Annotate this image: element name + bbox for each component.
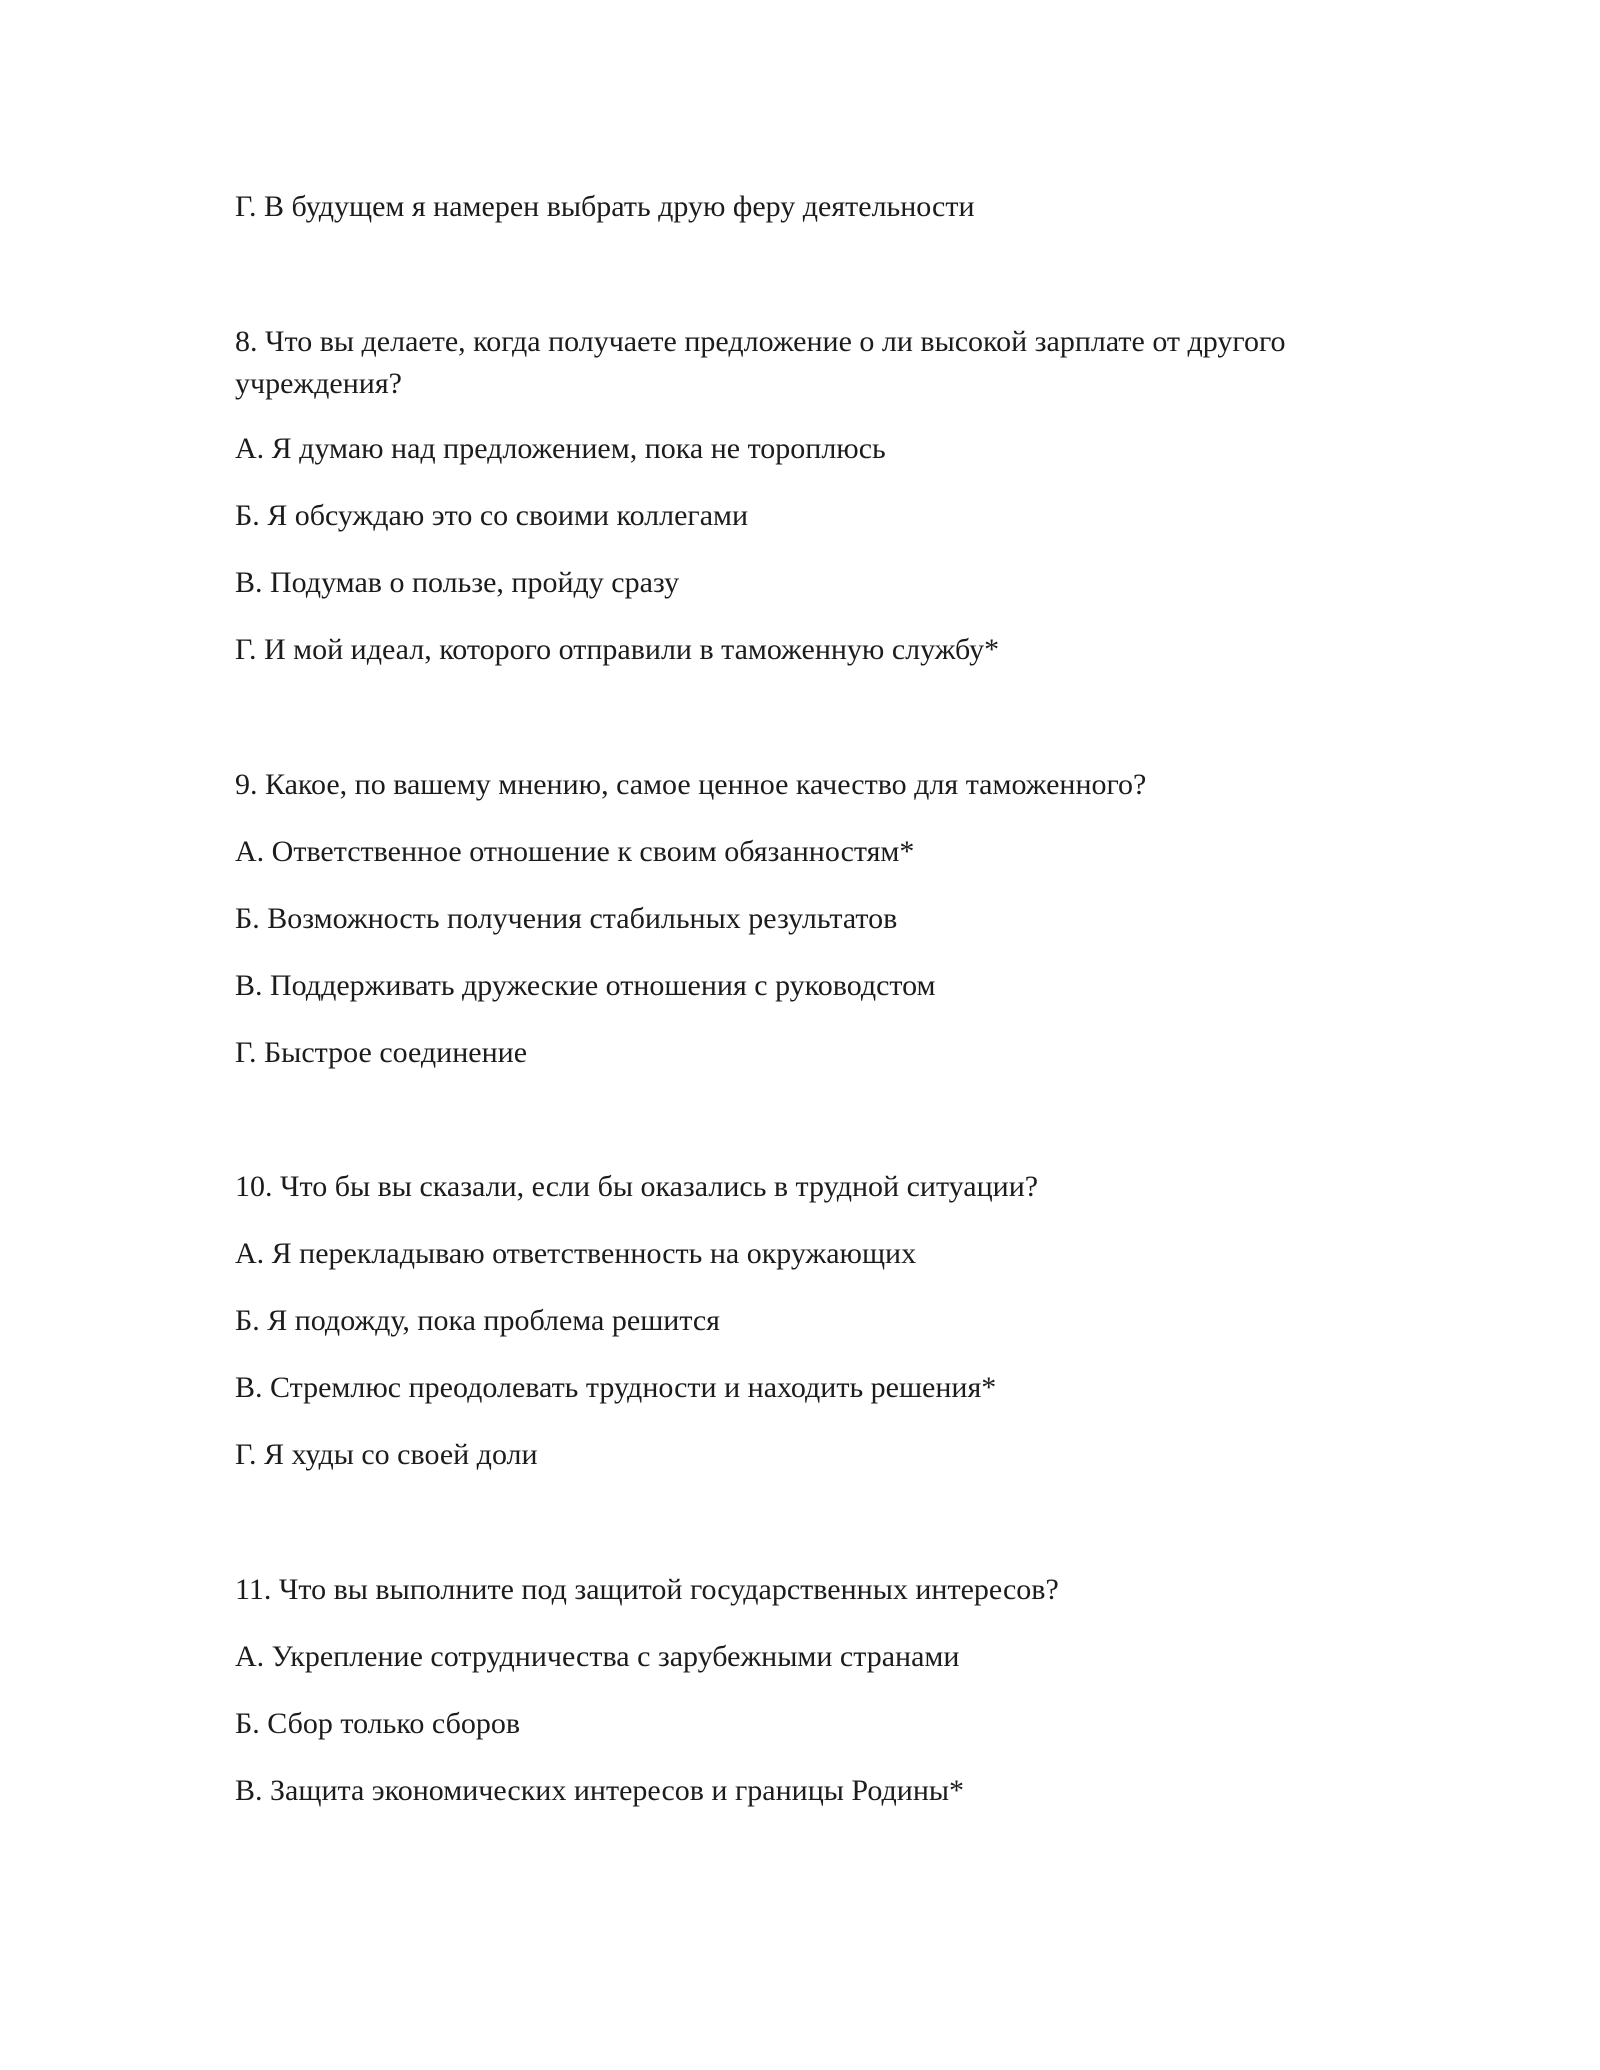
answer-option-9b: Б. Возможность получения стабильных результатов: [235, 902, 898, 935]
answer-option-10b: Б. Я подожду, пока проблема решится: [235, 1304, 720, 1337]
answer-option-9a: А. Ответственное отношение к своим обязанностям*: [235, 835, 915, 868]
question-10: 10. Что бы вы сказали, если бы оказались в трудной ситуации?: [235, 1170, 1039, 1203]
question-8: 8. Что вы делаете, когда получаете предложение о ли высокой зарплате от другого учреждения?: [235, 325, 1286, 400]
answer-option-8v: В. Подумав о пользе, пройду сразу: [235, 566, 680, 599]
answer-option-11v: В. Защита экономических интересов и границы Родины*: [235, 1774, 965, 1807]
question-11: 11. Что вы выполните под защитой государственных интересов?: [235, 1573, 1059, 1606]
answer-option-9v: В. Поддерживать дружеские отношения с руководстом: [235, 969, 936, 1002]
question-9: 9. Какое, по вашему мнению, самое ценное качество для таможенного?: [235, 768, 1147, 801]
answer-option-7g: Г. В будущем я намерен выбрать друю феру деятельности: [235, 190, 975, 223]
answer-option-11a: А. Укрепление сотрудничества с зарубежными странами: [235, 1640, 960, 1673]
answer-option-8a: А. Я думаю над предложением, пока не тороплюсь: [235, 432, 886, 465]
answer-option-8b: Б. Я обсуждаю это со своими коллегами: [235, 499, 749, 532]
answer-option-10g: Г. Я худы со своей доли: [235, 1438, 538, 1471]
answer-option-8g: Г. И мой идеал, которого отправили в таможенную службу*: [235, 633, 1000, 666]
answer-option-10a: А. Я перекладываю ответственность на окружающих: [235, 1237, 917, 1270]
answer-option-10v: В. Стремлюс преодолевать трудности и находить решения*: [235, 1371, 997, 1404]
answer-option-11b: Б. Сбор только сборов: [235, 1707, 520, 1740]
answer-option-9g: Г. Быстрое соединение: [235, 1036, 528, 1069]
